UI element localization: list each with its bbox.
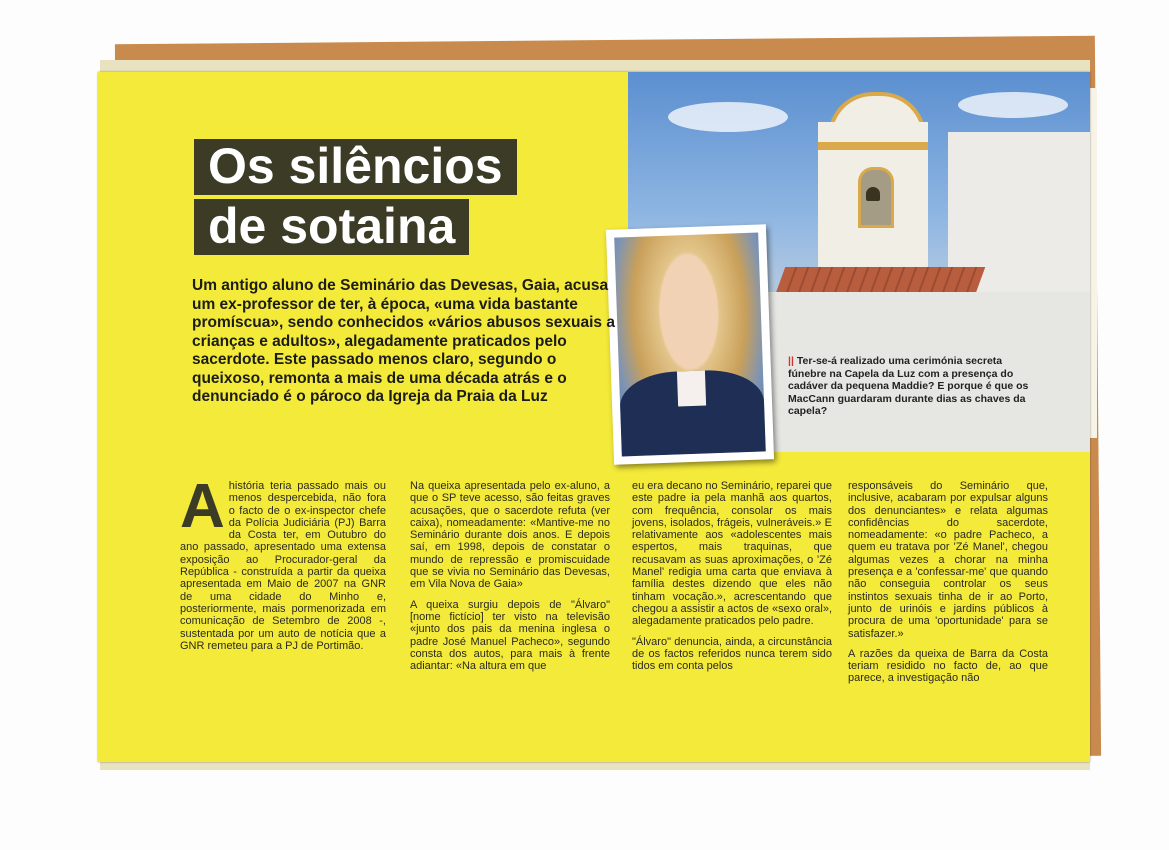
drop-cap: A [180, 472, 225, 541]
bell-tower-trim [818, 142, 928, 150]
column-2-paragraph-2: A queixa surgiu depois de "Álvaro" [nome fictício] ter visto na televisão «junto dos pais da menina inglesa o padre José Manuel Pacheco», segundo consta dos autos, para mais à frente adiantar: «Na altura em que [410, 598, 610, 673]
column-4-paragraph-2: A razões da queixa de Barra da Costa teriam residido no facto de, ao que parece, a investigação não [848, 647, 1048, 685]
column-2-paragraph-1: Na queixa apresentada pelo ex-aluno, a que o SP teve acesso, são feitas graves acusações, que o sacerdote refuta (ver caixa), nomeadamente: «Mantive-me no Seminário durante dois anos. E depois saí, em 1998, depois de constatar o mundo de repressão e promiscuidade que se vivia no Seminário das Devesas, em Vila Nova de Gaia» [410, 480, 610, 591]
column-1-paragraph: história teria passado mais ou menos despercebida, não fora o facto de o ex-inspector chefe da Polícia Judiciária (PJ) Barra da Costa ter, em Outubro do ano passado, apresentado uma extensa exposição ao Procurador-geral da República - construída a partir da queixa apresentada em Maio de 2007 na GNR de uma cidade do Minho e, posteriormente, mais pormenorizada em comunicação de Setembro de 2008 -, sustentada por um auto de notícia que a GNR remeteu para a PJ de Portimão. [180, 480, 386, 652]
article-column-2 [410, 480, 610, 680]
cloud [958, 92, 1068, 118]
headline-line-1: Os silêncios [194, 139, 517, 195]
headline-line-2: de sotaina [194, 199, 469, 255]
caption-text: Ter-se-á realizado uma cerimónia secreta fúnebre na Capela da Luz com a presença do cadáver da pequena Maddie? E porque é que os MacCann guardaram durante dias as chaves da capela? [788, 355, 1029, 417]
magazine-page [98, 72, 1090, 762]
caption-marker: || [788, 355, 794, 367]
article-column-1 [180, 472, 386, 660]
column-4-paragraph-1: responsáveis do Seminário que, inclusive, acabaram por expulsar alguns dos denunciantes» e relata algumas confidências do sacerdote, nomeadamente: «o padre Pacheco, a quem eu tratava por 'Zé Manel', chegou algumas vezes a chorar na minha presença e a 'confessar-me' que quando não conseguia controlar os seus instintos sexuais tinha de ir ao Porto, junto de urinóis e jardins públicos à procura de uma 'oportunidade' para se satisfazer.» [848, 480, 1048, 640]
article-lead: Um antigo aluno de Seminário das Devesas, Gaia, acusa um ex-professor de ter, à época, «uma vida bastante promíscua», sendo conhecidos «vários abusos sexuais a crianças e adultos», alegadamente praticados pelo sacerdote. Este passado menos claro, segundo o queixoso, remonta a mais de uma década atrás e o denunciado é o pároco da Igreja da Praia da Luz [192, 277, 615, 405]
column-3-paragraph-1: eu era decano no Seminário, reparei que este padre ia pela manhã aos quartos, com frequência, consolar os mais jovens, isolados, frágeis, vulneráveis.» E relativamente aos «adolescentes mais espertos, mais traquinas, que recusavam as suas aproximações, o 'Zé Manel' redigia uma carta que enviava à família destes dizendo que eles não tinham vocação.», acrescentando que chegou a assistir a actos de «sexo oral», alegadamente praticados pelo padre. [632, 480, 832, 628]
cloud [668, 102, 788, 132]
article-column-4 [848, 480, 1048, 693]
bell-icon [866, 187, 880, 201]
photo-caption [788, 355, 1033, 418]
column-3-paragraph-2: "Álvaro" denuncia, ainda, a circunstância de os factos referidos nunca terem sido tidos em conta pelos [632, 635, 832, 673]
child-portrait-photo [606, 224, 774, 464]
child-shirt [677, 370, 707, 406]
article-column-3 [632, 480, 832, 680]
child-portrait-image [614, 233, 766, 457]
